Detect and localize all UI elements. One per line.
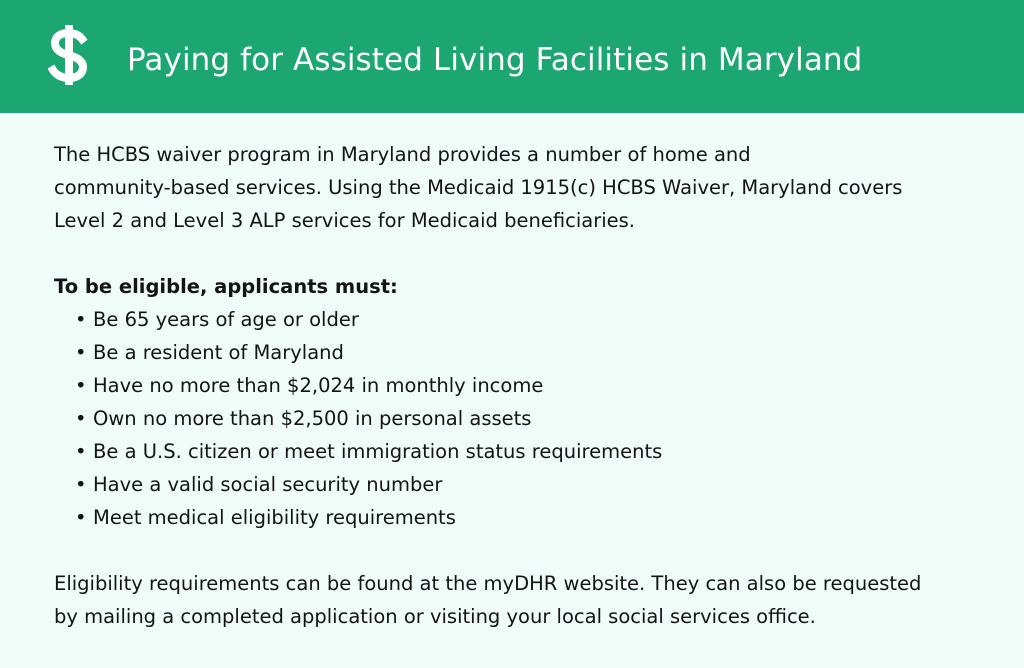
bullet-icon: • — [75, 506, 87, 529]
eligibility-heading: To be eligible, applicants must: — [54, 275, 398, 298]
intro-line: Level 2 and Level 3 ALP services for Medicaid beneficiaries. — [54, 209, 635, 232]
closing-line: Eligibility requirements can be found at the myDHR website. They can also be requested — [54, 572, 922, 595]
closing-paragraph — [54, 567, 984, 633]
requirement-text: Meet medical eligibility requirements — [93, 506, 456, 529]
bullet-icon: • — [75, 341, 87, 364]
requirement-text: Be 65 years of age or older — [93, 308, 359, 331]
main-content — [54, 138, 984, 633]
intro-paragraph — [54, 138, 984, 237]
intro-line: community-based services. Using the Medicaid 1915(c) HCBS Waiver, Maryland covers — [54, 176, 903, 199]
bullet-icon: • — [75, 440, 87, 463]
bullet-icon: • — [75, 407, 87, 430]
requirement-text: Have a valid social security number — [93, 473, 443, 496]
closing-line: by mailing a completed application or visiting your local social services office. — [54, 605, 816, 628]
requirement-item — [54, 468, 984, 501]
requirement-item — [54, 369, 984, 402]
header-banner — [0, 0, 1024, 113]
bullet-icon: • — [75, 374, 87, 397]
bullet-icon: • — [75, 308, 87, 331]
requirement-item — [54, 435, 984, 468]
intro-line: The HCBS waiver program in Maryland provides a number of home and — [54, 143, 751, 166]
requirement-item — [54, 303, 984, 336]
dollar-sign-icon — [48, 23, 90, 87]
page-title: Paying for Assisted Living Facilities in Maryland — [127, 42, 863, 78]
bullet-icon: • — [75, 473, 87, 496]
requirement-text: Be a resident of Maryland — [93, 341, 344, 364]
requirement-item — [54, 402, 984, 435]
requirement-text: Have no more than $2,024 in monthly income — [93, 374, 544, 397]
requirement-item — [54, 336, 984, 369]
requirement-text: Be a U.S. citizen or meet immigration status requirements — [93, 440, 663, 463]
requirement-text: Own no more than $2,500 in personal assets — [93, 407, 532, 430]
requirement-item — [54, 501, 984, 534]
eligibility-requirements-list — [54, 303, 984, 534]
